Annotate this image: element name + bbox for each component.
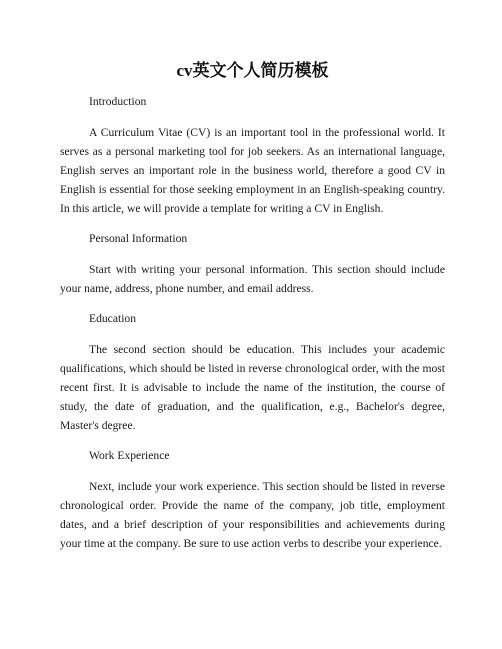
section-paragraph: Next, include your work experience. This section should be listed in reverse chronological order. Provide the name of the company, job title, employment dates, and a brief description of your responsibilities and achievements during your time at the company. Be sure to use action verbs to describe your experience. bbox=[60, 480, 445, 550]
section-paragraph: The second section should be education. This includes your academic qualifications, which should be listed in reverse chronological order, with the most recent first. It is advisable to include the name of the institution, the course of study, the date of graduation, and the qualification, e.g., Bachelor's degree, Master's degree. bbox=[60, 343, 445, 432]
section-paragraph: Start with writing your personal information. This section should include your name, address, phone number, and email address. bbox=[60, 263, 445, 295]
section-heading: Introduction bbox=[89, 95, 147, 108]
section-work-experience bbox=[60, 447, 445, 553]
section-introduction bbox=[60, 93, 445, 218]
document-title: cv英文个人简历模板 bbox=[176, 61, 329, 80]
section-education bbox=[60, 310, 445, 435]
section-personal-information bbox=[60, 230, 445, 298]
document-body bbox=[60, 93, 445, 565]
section-heading: Education bbox=[89, 312, 137, 325]
section-heading: Personal Information bbox=[89, 232, 188, 245]
section-heading: Work Experience bbox=[89, 449, 170, 462]
section-paragraph: A Curriculum Vitae (CV) is an important tool in the professional world. It serves as a personal marketing tool for job seekers. As an international language, English serves an important role in the business world, therefore a good CV in English is essential for those seeking employment in an English-speaking country. In this article, we will provide a template for writing a CV in English. bbox=[60, 126, 445, 215]
